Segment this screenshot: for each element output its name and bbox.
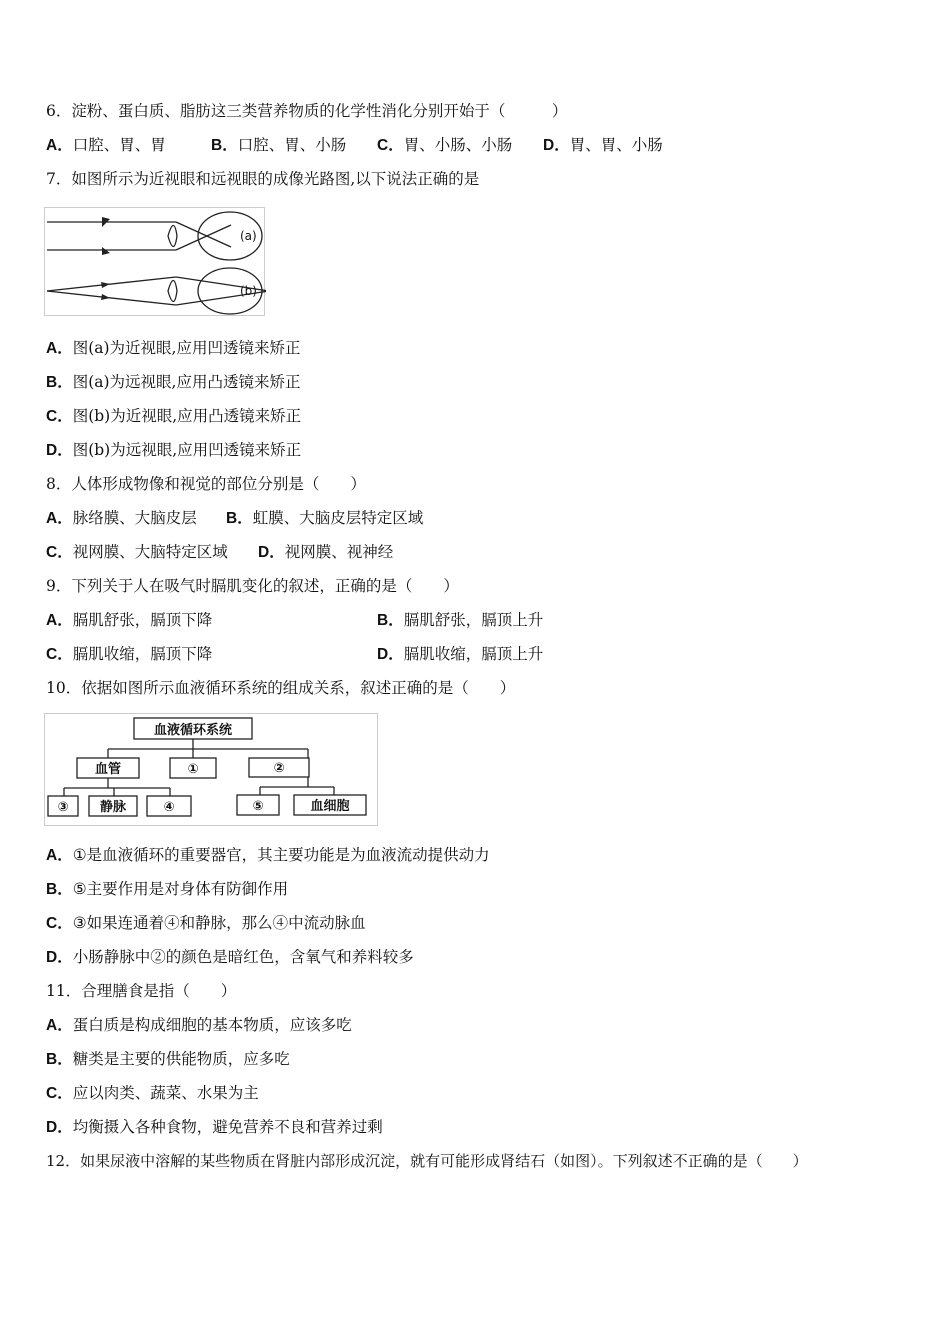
- option-label: C．: [46, 646, 73, 663]
- node-4: ④: [163, 800, 175, 815]
- option-label: C．: [46, 544, 73, 561]
- option-text: 口腔、胃、胃: [72, 136, 166, 154]
- option-text: 膈肌舒张，膈顶上升: [403, 611, 544, 629]
- option-label: B．: [46, 374, 73, 391]
- option-label: D．: [377, 646, 404, 663]
- node-5: ⑤: [252, 799, 264, 814]
- option-label: C．: [46, 1085, 73, 1102]
- q9-option-d: [377, 644, 543, 665]
- q9-stem: 9．下列关于人在吸气时膈肌变化的叙述，正确的是（ ）: [46, 577, 459, 595]
- q10-option-d: [46, 947, 414, 968]
- blood-cell-node: 血细胞: [310, 799, 350, 814]
- node-3: ③: [57, 800, 69, 815]
- q6-option-a: [46, 135, 166, 156]
- option-text: 膈肌收缩，膈顶上升: [403, 645, 544, 663]
- root-node: 血液循环系统: [153, 723, 233, 738]
- vein-node: 静脉: [99, 800, 127, 815]
- option-text: 小肠静脉中②的颜色是暗红色，含氧气和养料较多: [72, 948, 414, 966]
- q6-stem: 6．淀粉、蛋白质、脂肪这三类营养物质的化学性消化分别开始于（ ）: [46, 102, 568, 120]
- option-text: ③如果连通着④和静脉，那么④中流动脉血: [72, 914, 366, 932]
- option-label: A．: [46, 847, 73, 864]
- option-label: A．: [46, 340, 73, 357]
- q8-option-c: [46, 542, 228, 563]
- arrow-icon: [101, 282, 110, 288]
- q10-circulation-diagram: [44, 713, 380, 827]
- option-text: ①是血液循环的重要器官，其主要功能是为血液流动提供动力: [72, 846, 490, 864]
- option-label: D．: [46, 1119, 73, 1136]
- option-text: 视网膜、大脑特定区域: [72, 543, 228, 561]
- option-label: C．: [377, 137, 404, 154]
- q8-option-b: [226, 508, 423, 529]
- q7-eye-diagram: [44, 207, 266, 317]
- option-text: 均衡摄入各种食物，避免营养不良和营养过剩: [72, 1118, 383, 1136]
- option-label: C．: [46, 408, 73, 425]
- option-label: D．: [46, 949, 73, 966]
- option-label: A．: [46, 137, 73, 154]
- q9-option-a: [46, 610, 212, 631]
- q8-stem: 8．人体形成物像和视觉的部位分别是（ ）: [46, 475, 366, 493]
- q6-option-d: [543, 135, 663, 156]
- q10-stem: 10．依据如图所示血液循环系统的组成关系，叙述正确的是（ ）: [46, 679, 516, 697]
- option-label: B．: [46, 881, 73, 898]
- option-text: 蛋白质是构成细胞的基本物质，应该多吃: [72, 1016, 352, 1034]
- option-text: 图(b)为远视眼,应用凹透镜来矫正: [72, 441, 302, 459]
- q11-option-d: [46, 1117, 383, 1138]
- option-text: 胃、小肠、小肠: [403, 136, 513, 154]
- q6-option-b: [211, 135, 346, 156]
- option-label: B．: [211, 137, 238, 154]
- option-label: D．: [258, 544, 285, 561]
- q8-option-a: [46, 508, 197, 529]
- node-2: ②: [273, 761, 285, 776]
- option-label: B．: [377, 612, 404, 629]
- label-a: (a): [240, 229, 257, 243]
- option-text: 图(a)为远视眼,应用凸透镜来矫正: [72, 373, 301, 391]
- q7-option-b: [46, 372, 300, 393]
- option-label: A．: [46, 1017, 73, 1034]
- q9-option-c: [46, 644, 212, 665]
- option-text: 膈肌舒张，膈顶下降: [72, 611, 213, 629]
- q11-option-b: [46, 1049, 290, 1070]
- option-text: 应以肉类、蔬菜、水果为主: [72, 1084, 259, 1102]
- q7-option-d: [46, 440, 301, 461]
- q7-option-c: [46, 406, 301, 427]
- q11-stem: 11．合理膳食是指（ ）: [46, 982, 237, 1000]
- option-label: D．: [46, 442, 73, 459]
- q12-stem: 12．如果尿液中溶解的某些物质在肾脏内部形成沉淀，就有可能形成肾结石（如图）。下列叙述不正确的是（ ）: [46, 1152, 808, 1170]
- vessel-node: 血管: [94, 762, 122, 777]
- option-text: 虹膜、大脑皮层特定区域: [252, 509, 424, 527]
- option-text: ⑤主要作用是对身体有防御作用: [72, 880, 289, 898]
- option-label: D．: [543, 137, 570, 154]
- option-text: 图(b)为近视眼,应用凸透镜来矫正: [72, 407, 302, 425]
- q10-option-c: [46, 913, 366, 934]
- q10-option-b: [46, 879, 288, 900]
- label-b: (b): [240, 284, 257, 298]
- option-label: B．: [226, 510, 253, 527]
- q6-option-c: [377, 135, 512, 156]
- q7-option-a: [46, 338, 300, 359]
- node-1: ①: [187, 762, 199, 777]
- option-label: A．: [46, 612, 73, 629]
- option-text: 糖类是主要的供能物质，应多吃: [72, 1050, 290, 1068]
- option-text: 口腔、胃、小肠: [237, 136, 347, 154]
- q8-option-d: [258, 542, 393, 563]
- q10-option-a: [46, 845, 490, 866]
- option-text: 脉络膜、大脑皮层: [72, 509, 197, 527]
- q9-option-b: [377, 610, 543, 631]
- option-label: C．: [46, 915, 73, 932]
- arrow-icon: [101, 294, 110, 300]
- option-text: 胃、胃、小肠: [569, 136, 663, 154]
- q11-option-c: [46, 1083, 259, 1104]
- option-label: A．: [46, 510, 73, 527]
- arrow-icon: [102, 247, 110, 255]
- option-label: B．: [46, 1051, 73, 1068]
- q7-stem: 7．如图所示为近视眼和远视眼的成像光路图,以下说法正确的是: [46, 170, 480, 188]
- option-text: 图(a)为近视眼,应用凹透镜来矫正: [72, 339, 301, 357]
- q11-option-a: [46, 1015, 352, 1036]
- option-text: 膈肌收缩，膈顶下降: [72, 645, 213, 663]
- option-text: 视网膜、视神经: [284, 543, 394, 561]
